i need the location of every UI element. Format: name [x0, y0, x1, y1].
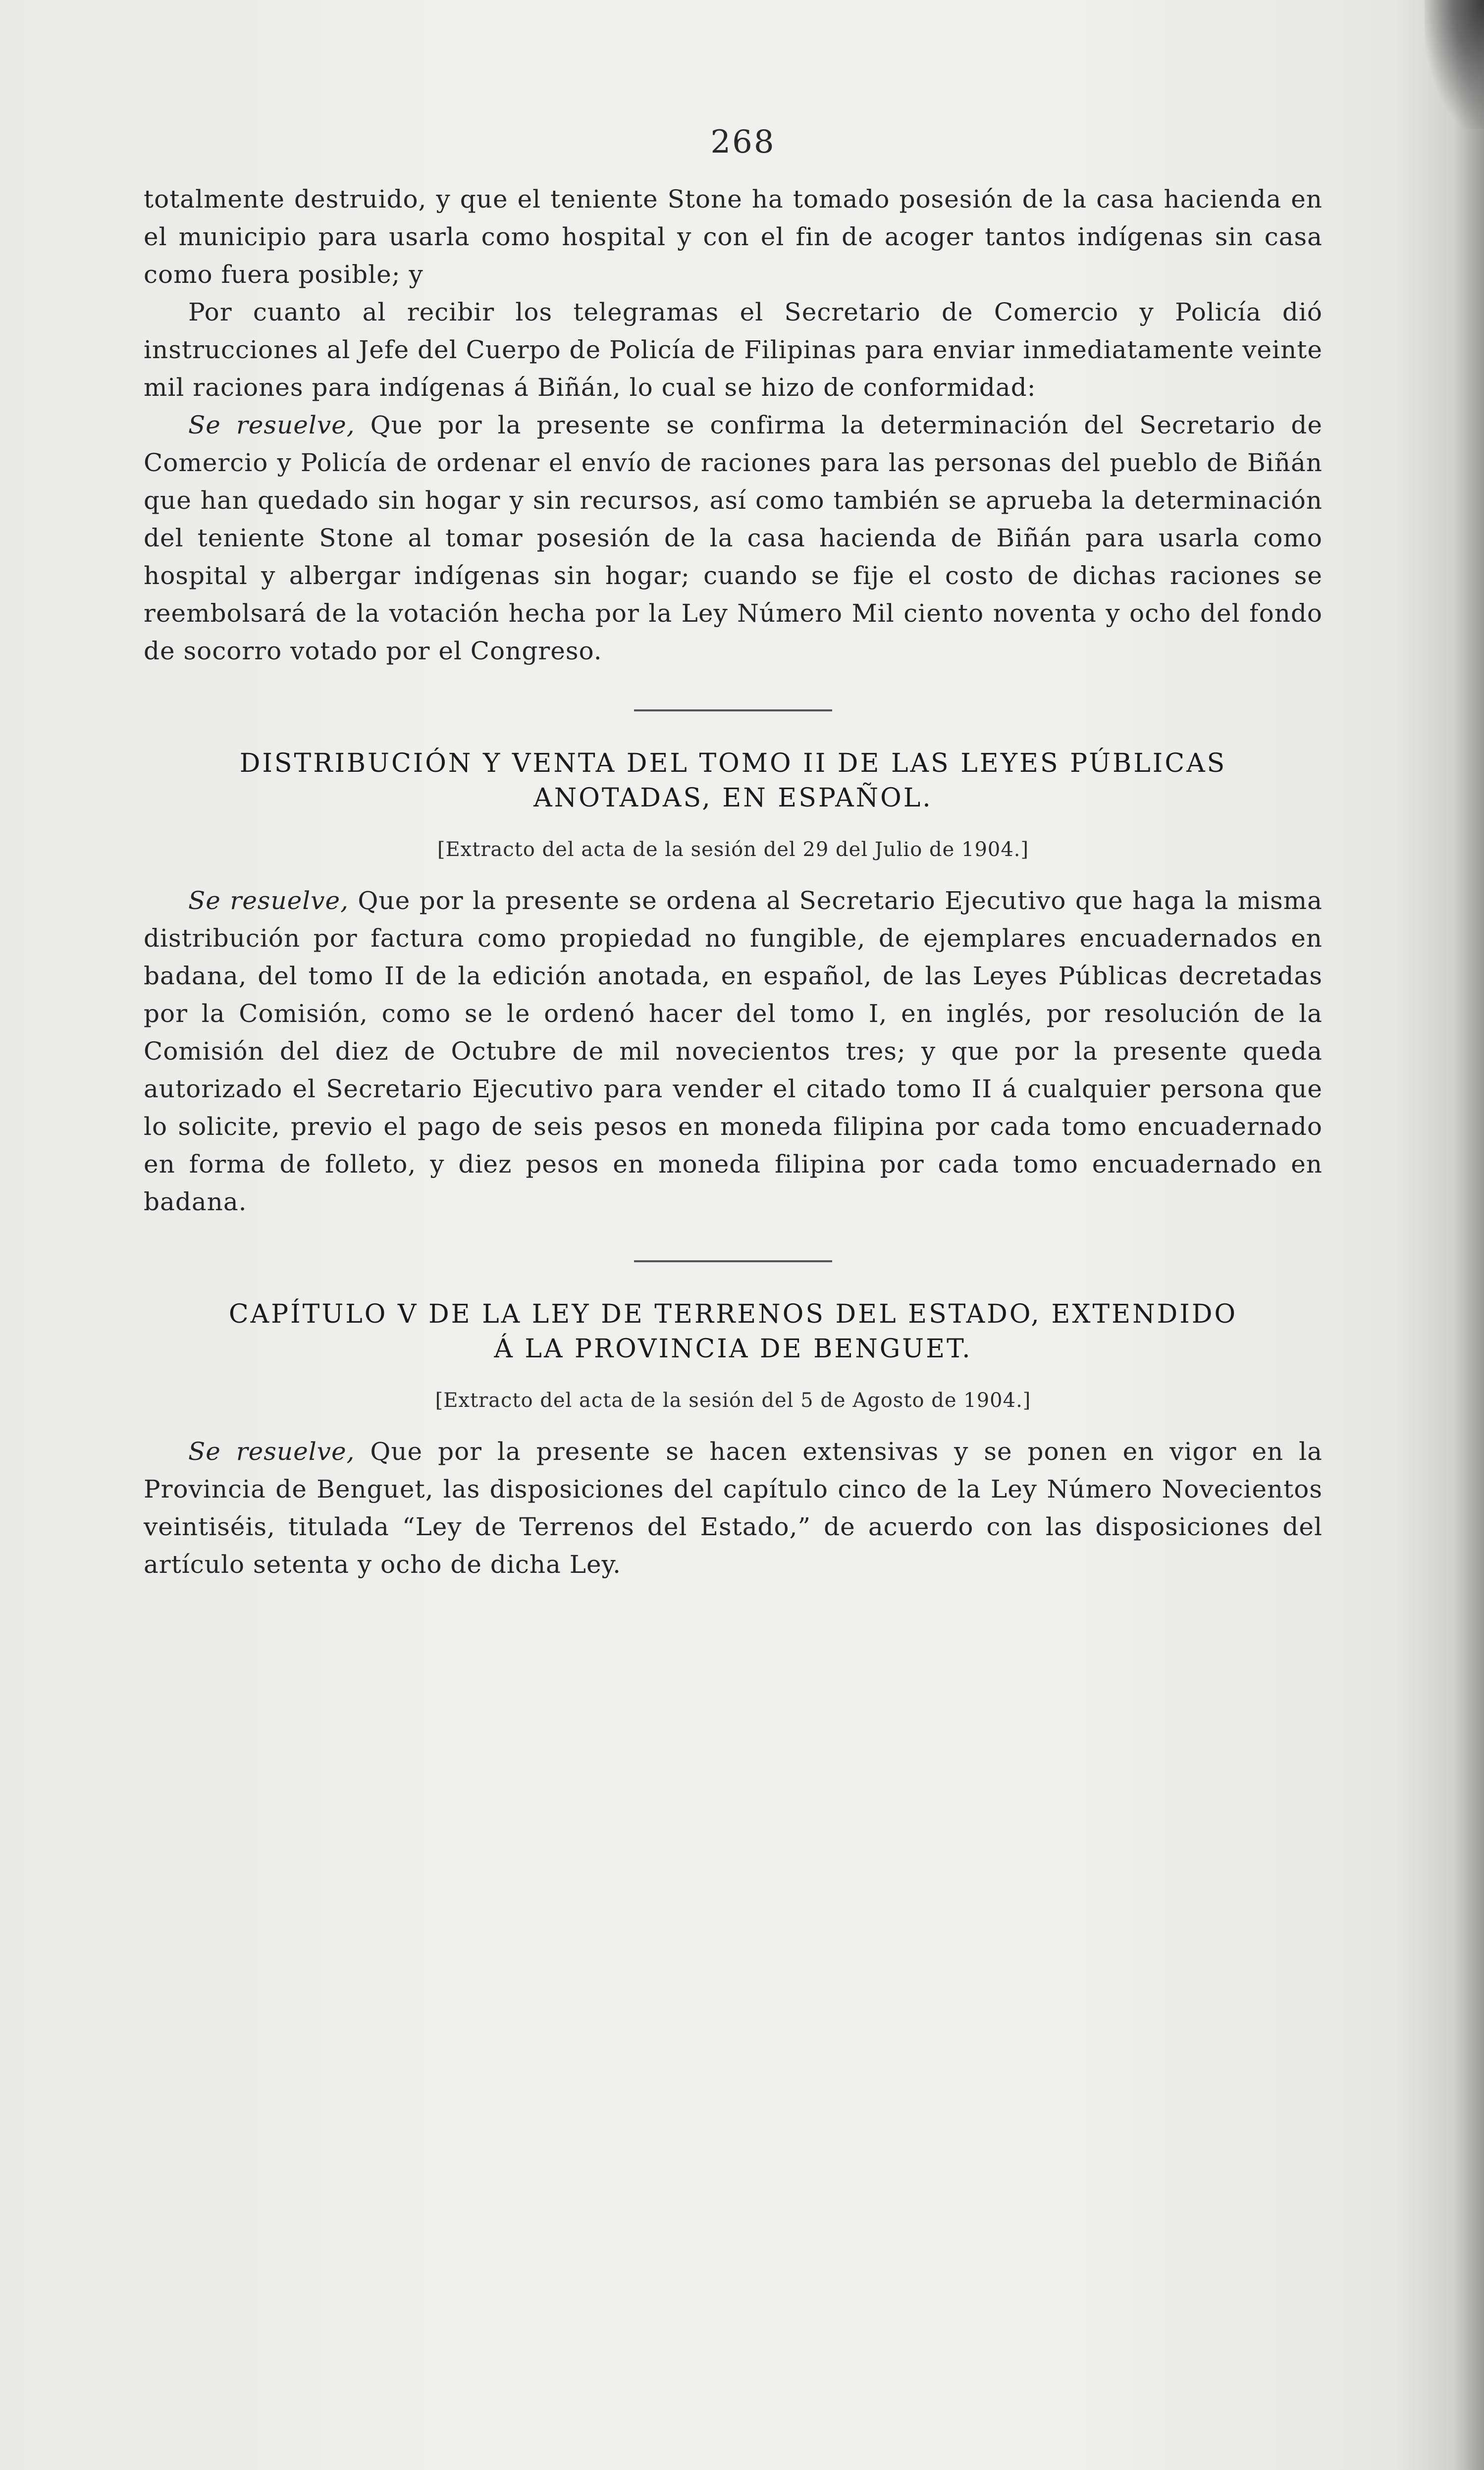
- resolution-text: Que por la presente se ordena al Secretario Ejecutivo que haga la misma distribución por factura como propiedad no fungible, de ejemplares encuadernados en badana, del tomo II de la edición anotada, en español, de las Leyes Públicas decretadas por la Comisión, como se le ordenó hacer del tomo I, en inglés, por resolución de la Comisión del diez de Octubre de mil novecientos tres; y que por la presente queda autorizado el Secretario Ejecutivo para vender el citado tomo II á cualquier persona que lo solicite, previo el pago de seis pesos en moneda filipina por cada tomo encuadernado en forma de folleto, y diez pesos en moneda filipina por cada tomo encuadernado en badana.: [144, 886, 1323, 1216]
- resolution-lead: Se resuelve,: [188, 1437, 355, 1466]
- section-heading-distribucion: [144, 746, 1323, 815]
- intro-paragraph-1: totalmente destruido, y que el teniente Stone ha tomado posesión de la casa hacienda en el municipio para usarla como hospital y con el fin de acoger tantos indígenas sin casa como fuera posible; y: [144, 185, 1323, 289]
- resolution-paragraph-3: [144, 1433, 1323, 1583]
- resolution-lead: Se resuelve,: [188, 886, 349, 915]
- page-number: 268: [710, 124, 776, 161]
- resolution-paragraph-2: [144, 882, 1323, 1221]
- section-divider-2: [634, 1260, 832, 1262]
- page-corner-shadow: [1425, 0, 1484, 129]
- section-heading-line-2: Á LA PROVINCIA DE BENGUET.: [494, 1334, 972, 1364]
- section-heading-line-1: CAPÍTULO V DE LA LEY DE TERRENOS DEL ESTADO, EXTENDIDO: [228, 1299, 1238, 1329]
- page-content: [144, 124, 1323, 1583]
- resolution-text: Que por la presente se hacen extensivas y se ponen en vigor en la Provincia de Benguet, las disposiciones del capítulo cinco de la Ley Número Novecientos veintiséis, titulada “Ley de Terrenos del Estado,” de acuerdo con las disposiciones del artículo setenta y ocho de dicha Ley.: [144, 1437, 1323, 1579]
- section-heading-line-1: DISTRIBUCIÓN Y VENTA DEL TOMO II DE LAS LEYES PÚBLICAS: [239, 749, 1227, 778]
- section-extract-note: [Extracto del acta de la sesión del 5 de Agosto de 1904.]: [435, 1389, 1031, 1412]
- section-divider-1: [634, 709, 832, 711]
- intro-paragraph-2: Por cuanto al recibir los telegramas el Secretario de Comercio y Policía dió instrucciones al Jefe del Cuerpo de Policía de Filipinas para enviar inmediatamente veinte mil raciones para indígenas á Biñán, lo cual se hizo de conformidad:: [144, 298, 1323, 402]
- resolution-lead: Se resuelve,: [188, 411, 355, 439]
- section-extract-note: [Extracto del acta de la sesión del 29 del Julio de 1904.]: [437, 838, 1029, 861]
- section-heading-line-2: ANOTADAS, EN ESPAÑOL.: [533, 783, 933, 813]
- section-heading-capitulo: [144, 1297, 1323, 1366]
- resolution-text: Que por la presente se confirma la determinación del Secretario de Comercio y Policía de ordenar el envío de raciones para las personas del pueblo de Biñán que han quedado sin hogar y sin recursos, así como también se aprueba la determinación del teniente Stone al tomar posesión de la casa hacienda de Biñán para usarla como hospital y albergar indígenas sin hogar; cuando se fije el costo de dichas raciones se reembolsará de la votación hecha por la Ley Número Mil ciento noventa y ocho del fondo de socorro votado por el Congreso.: [144, 411, 1323, 665]
- resolution-paragraph-1: [144, 406, 1323, 670]
